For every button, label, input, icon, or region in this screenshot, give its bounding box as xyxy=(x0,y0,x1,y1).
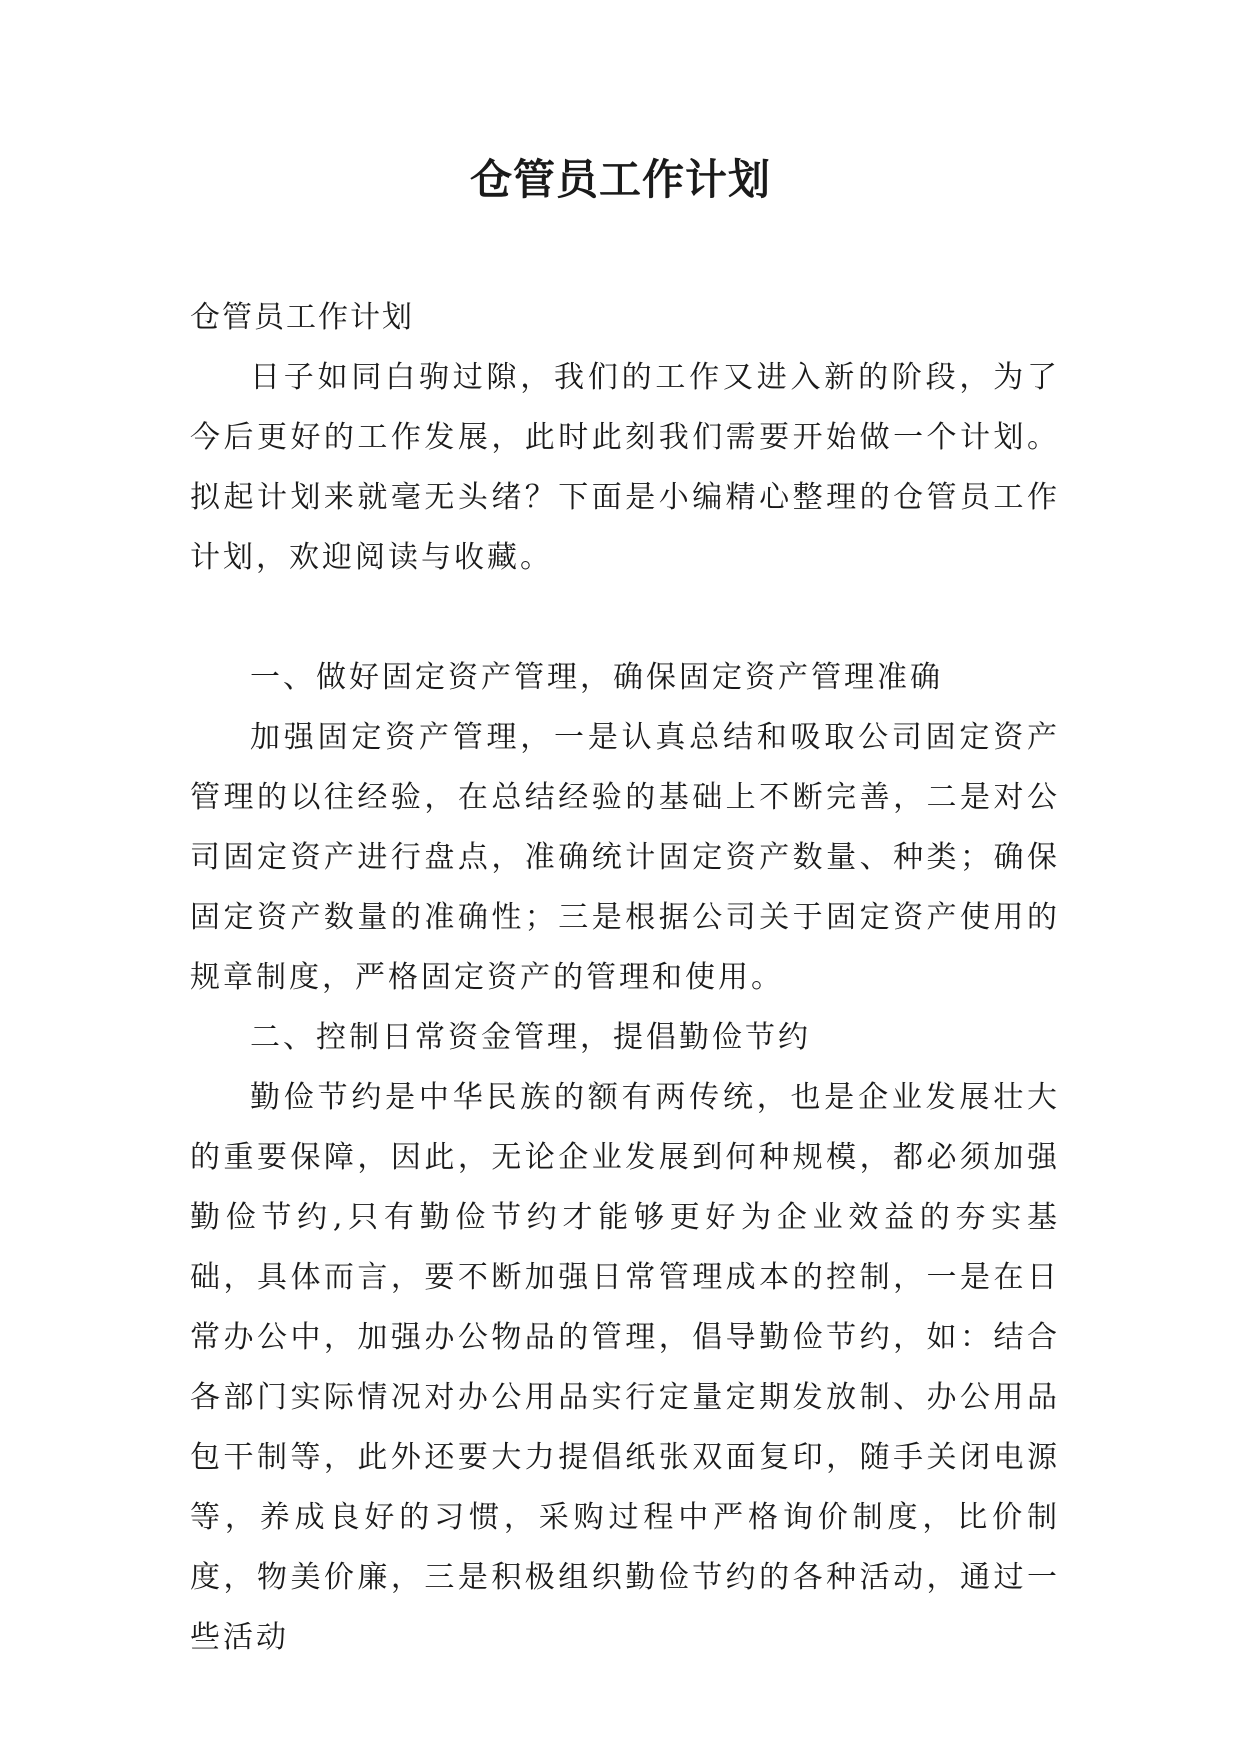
paragraph-spacer xyxy=(190,588,1060,648)
intro-paragraph: 日子如同白驹过隙，我们的工作又进入新的阶段，为了今后更好的工作发展，此时此刻我们需要开始做一个计划。拟起计划来就毫无头绪？下面是小编精心整理的仓管员工作计划，欢迎阅读与收藏。 xyxy=(190,360,1060,575)
section-1-body: 加强固定资产管理，一是认真总结和吸取公司固定资产管理的以往经验，在总结经验的基础上不断完善，二是对公司固定资产进行盘点，准确统计固定资产数量、种类；确保固定资产数量的准确性；三是根据公司关于固定资产使用的规章制度，严格固定资产的管理和使用。 xyxy=(190,720,1060,995)
section-2-heading: 二、控制日常资金管理，提倡勤俭节约 xyxy=(250,1020,811,1055)
page-title: 仓管员工作计划 xyxy=(469,155,771,204)
document-subtitle: 仓管员工作计划 xyxy=(190,300,414,335)
section-2-body: 勤俭节约是中华民族的额有两传统，也是企业发展壮大的重要保障，因此，无论企业发展到何种规模，都必须加强勤俭节约,只有勤俭节约才能够更好为企业效益的夯实基础，具体而言，要不断加强日常管理成本的控制，一是在日常办公中，加强办公物品的管理，倡导勤俭节约，如：结合各部门实际情况对办公用品实行定量定期发放制、办公用品包干制等，此外还要大力提倡纸张双面复印，随手关闭电源等，养成良好的习惯，采购过程中严格询价制度，比价制度，物美价廉，三是积极组织勤俭节约的各种活动，通过一些活动 xyxy=(190,1080,1060,1655)
document-body xyxy=(190,288,1060,1668)
section-1-heading: 一、做好固定资产管理，确保固定资产管理准确 xyxy=(250,660,943,695)
